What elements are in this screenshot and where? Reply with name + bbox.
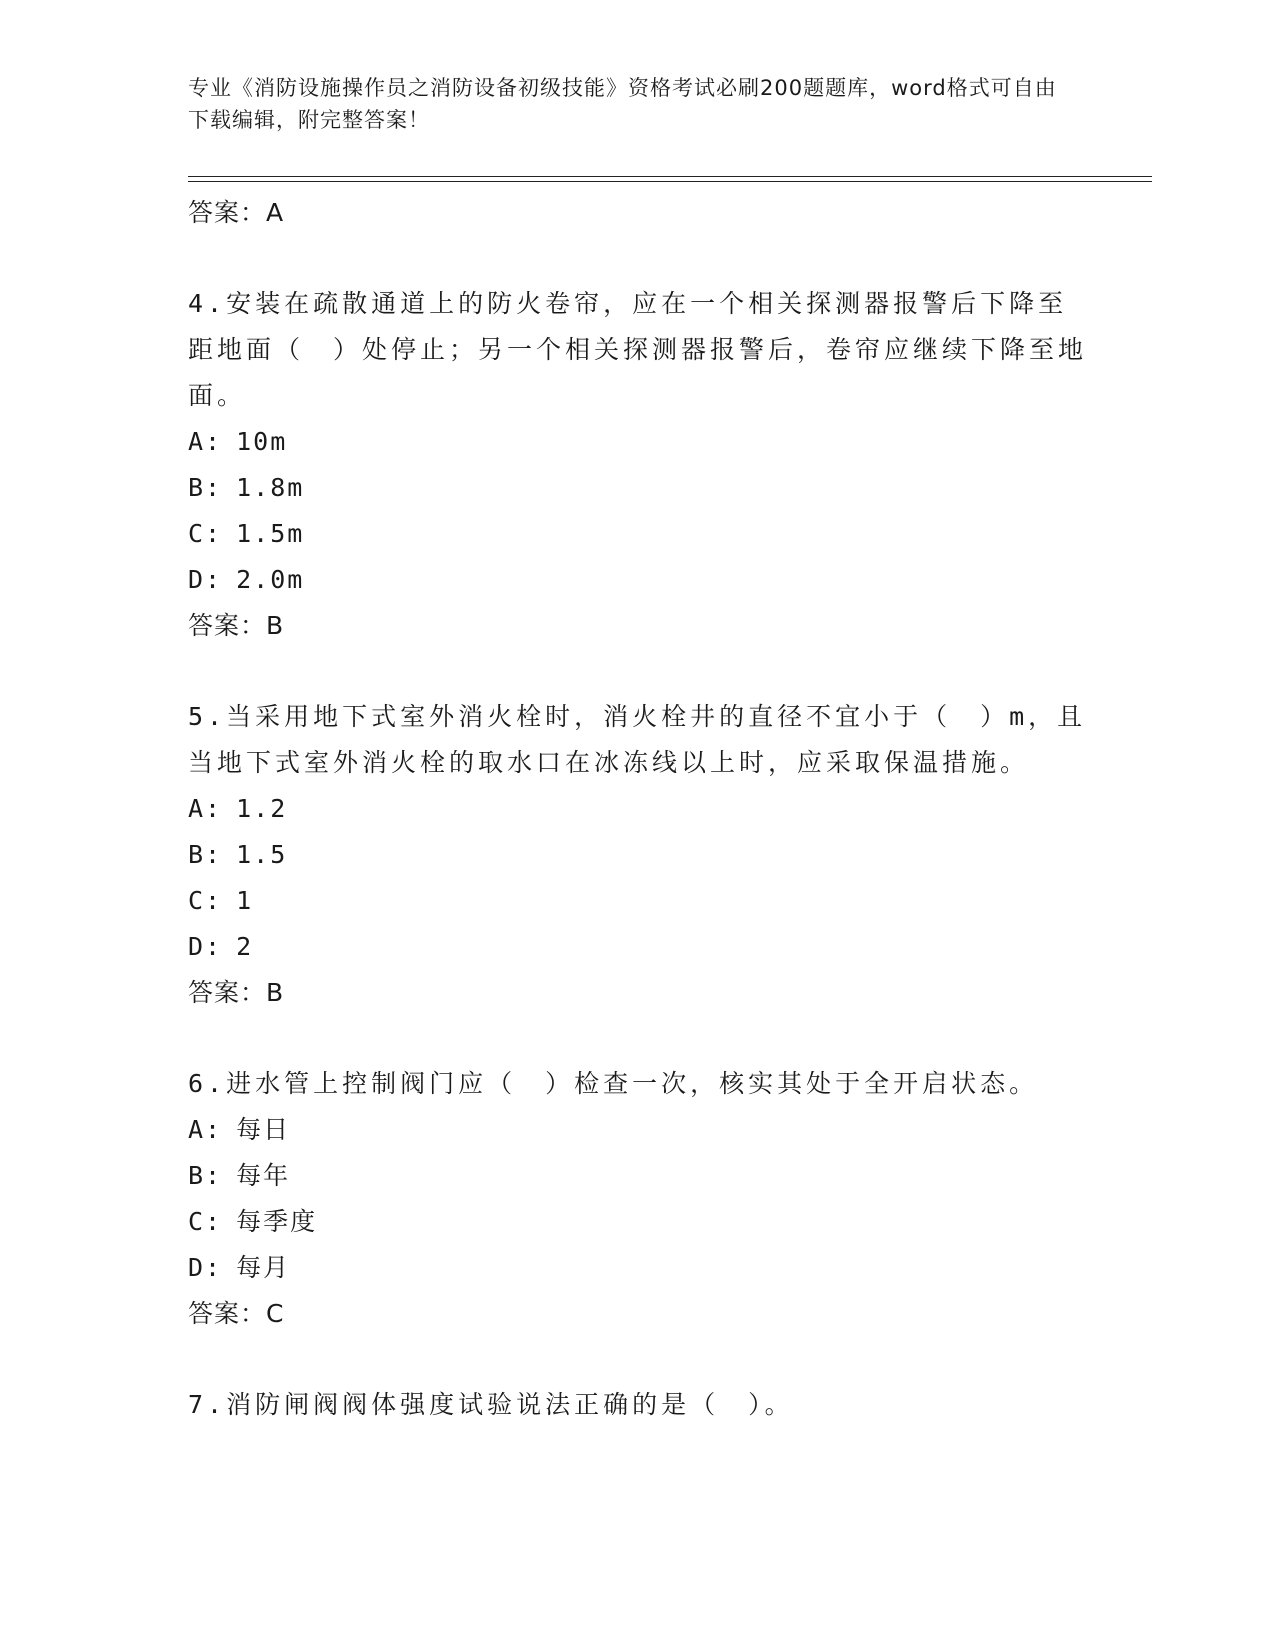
option-a [188,1107,1088,1153]
option-text: 1.5 [236,840,288,869]
option-text: 1.2 [236,794,288,823]
option-d [188,924,1088,970]
option-label: B: [188,1161,223,1190]
option-label: C: [188,886,223,915]
option-d [188,557,1088,603]
option-label: C: [188,519,223,548]
question-7: 7.消防闸阀阀体强度试验说法正确的是（ ）。 [188,1390,794,1419]
option-d [188,1245,1088,1291]
option-c [188,878,1088,924]
spacer [188,1016,1088,1061]
option-text: 10m [236,427,288,456]
answer-line: 答案：C [188,1299,285,1328]
question-6: 6.进水管上控制阀门应（ ）检查一次，核实其处于全开启状态。 [188,1069,1039,1098]
option-text: 2.0m [236,565,305,594]
option-label: C: [188,1207,223,1236]
option-label: D: [188,932,223,961]
option-b [188,832,1088,878]
option-text: 1 [236,886,254,915]
answer-line: 答案：B [188,611,285,640]
header-divider-top [188,176,1152,177]
question-4: 4.安装在疏散通道上的防火卷帘，应在一个相关探测器报警后下降至距地面（ ）处停止；另一个相关探测器报警后，卷帘应继续下降至地面。 [188,289,1088,410]
option-label: A: [188,427,223,456]
option-a [188,786,1088,832]
header-divider-bottom [188,181,1152,182]
option-text: 每日 [236,1115,291,1144]
option-text: 2 [236,932,254,961]
answer-line: 答案：A [188,198,285,227]
option-label: A: [188,1115,223,1144]
question-5: 5.当采用地下式室外消火栓时，消火栓井的直径不宜小于（ ）m，且当地下式室外消火栓的取水口在冰冻线以上时，应采取保温措施。 [188,702,1087,777]
option-text: 每月 [236,1253,291,1282]
option-label: D: [188,1253,223,1282]
option-label: B: [188,840,223,869]
option-a [188,419,1088,465]
document-header [188,72,1068,136]
option-b [188,1153,1088,1199]
option-text: 1.5m [236,519,305,548]
spacer [188,1337,1088,1382]
option-text: 每季度 [236,1207,318,1236]
option-text: 每年 [236,1161,291,1190]
option-text: 1.8m [236,473,305,502]
header-title: 专业《消防设施操作员之消防设备初级技能》资格考试必刷200题题库，word格式可自由下载编辑，附完整答案！ [188,76,1057,132]
option-c [188,511,1088,557]
spacer [188,649,1088,694]
option-c [188,1199,1088,1245]
option-b [188,465,1088,511]
spacer [188,236,1088,281]
option-label: D: [188,565,223,594]
option-label: B: [188,473,223,502]
option-label: A: [188,794,223,823]
answer-line: 答案：B [188,978,285,1007]
question-list [188,190,1088,1428]
